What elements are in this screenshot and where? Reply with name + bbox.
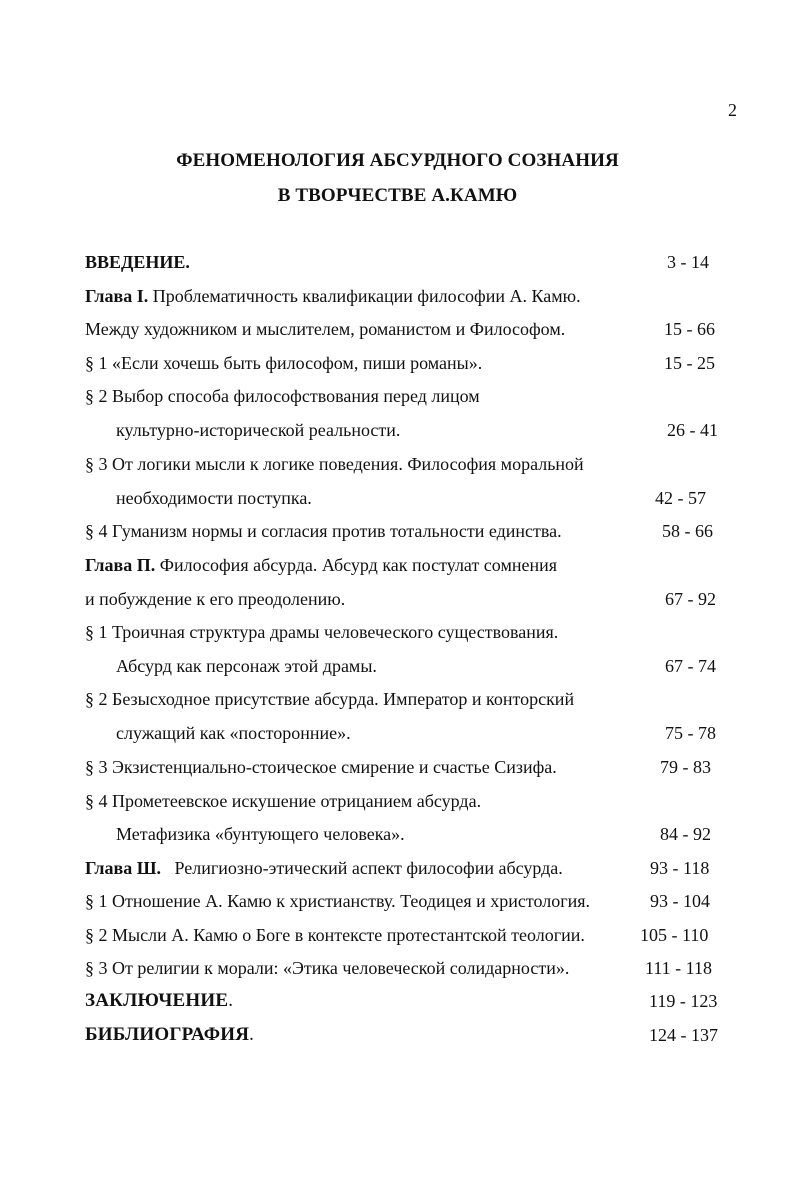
toc-ch2-section-1-pages: 67 - 74 (665, 656, 716, 676)
toc-chapter-1-prefix: Глава I. (85, 286, 149, 306)
toc-ch1-section-2: § 2 Выбор способа философствования перед лицом (85, 386, 480, 406)
toc-bibliography-label: БИБЛИОГРАФИЯ (85, 1024, 250, 1045)
toc-ch1-section-4-pages: 58 - 66 (662, 521, 713, 541)
document-title-line-1: ФЕНОМЕНОЛОГИЯ АБСУРДНОГО СОЗНАНИЯ (176, 150, 619, 171)
toc-ch2-section-1-line-2: Абсурд как персонаж этой драмы. (116, 656, 377, 676)
toc-ch2-section-4-pages: 84 - 92 (660, 824, 711, 844)
toc-ch2-section-4: § 4 Прометеевское искушение отрицанием абсурда. (85, 791, 482, 811)
toc-chapter-2-title: Философия абсурда. Абсурд как постулат сомнения (159, 555, 558, 575)
toc-chapter-2 (85, 555, 557, 576)
toc-ch2-section-3-pages: 79 - 83 (660, 757, 711, 777)
toc-ch2-section-2: § 2 Безысходное присутствие абсурда. Император и конторский (85, 689, 575, 709)
toc-ch3-section-3: § 3 От религии к морали: «Этика человеческой солидарности». (85, 958, 570, 978)
toc-ch1-section-1-pages: 15 - 25 (664, 353, 715, 373)
toc-chapter-2-line-2: и побуждение к его преодолению. (85, 589, 346, 609)
toc-chapter-1 (85, 286, 581, 307)
toc-bibliography (85, 1024, 254, 1046)
toc-chapter-1-line-2: Между художником и мыслителем, романистом и Философом. (85, 319, 566, 339)
toc-ch1-section-3: § 3 От логики мысли к логике поведения. Философия моральной (85, 454, 584, 474)
toc-ch3-section-1-pages: 93 - 104 (650, 891, 710, 911)
toc-ch2-section-2-pages: 75 - 78 (665, 723, 716, 743)
page-number: 2 (728, 100, 737, 120)
toc-ch2-section-2-line-2: служащий как «посторонние». (116, 723, 351, 743)
toc-ch3-section-3-pages: 111 - 118 (645, 958, 712, 978)
toc-conclusion (85, 990, 233, 1012)
toc-intro-label: ВВЕДЕНИЕ. (85, 252, 190, 272)
toc-ch2-section-3: § 3 Экзистенциально-стоическое смирение и счастье Сизифа. (85, 757, 557, 777)
toc-conclusion-pages: 119 - 123 (649, 991, 718, 1011)
toc-ch1-section-3-line-2: необходимости поступка. (116, 488, 312, 508)
toc-chapter-1-pages: 15 - 66 (664, 319, 715, 339)
toc-ch1-section-1: § 1 «Если хочешь быть философом, пиши романы». (85, 353, 483, 373)
toc-bibliography-pages: 124 - 137 (649, 1025, 718, 1045)
toc-chapter-3-prefix: Глава Ш. (85, 858, 162, 878)
toc-chapter-3-pages: 93 - 118 (650, 858, 710, 878)
toc-chapter-3 (85, 858, 563, 879)
toc-ch3-section-1: § 1 Отношение А. Камю к христианству. Теодицея и христология. (85, 891, 591, 911)
toc-conclusion-label: ЗАКЛЮЧЕНИЕ (85, 990, 229, 1011)
toc-ch2-section-4-line-2: Метафизика «бунтующего человека». (116, 824, 405, 844)
toc-ch1-section-2-line-2: культурно-исторической реальности. (116, 420, 401, 440)
toc-bibliography-dot: . (249, 1024, 255, 1045)
toc-conclusion-dot: . (228, 990, 234, 1011)
document-title-line-2: В ТВОРЧЕСТВЕ А.КАМЮ (277, 185, 518, 206)
toc-chapter-3-title: Религиозно-этический аспект философии абсурда. (174, 858, 563, 878)
toc-intro (85, 252, 190, 273)
toc-ch1-section-3-pages: 42 - 57 (655, 488, 706, 508)
toc-ch1-section-2-pages: 26 - 41 (667, 420, 718, 440)
toc-intro-pages: 3 - 14 (667, 252, 709, 272)
toc-ch2-section-1: § 1 Троичная структура драмы человеческого существования. (85, 622, 559, 642)
toc-ch3-section-2-pages: 105 - 110 (640, 925, 709, 945)
toc-ch1-section-4: § 4 Гуманизм нормы и согласия против тотальности единства. (85, 521, 562, 541)
toc-chapter-2-prefix: Глава П. (85, 555, 156, 575)
toc-chapter-2-pages: 67 - 92 (665, 589, 716, 609)
toc-chapter-1-title: Проблематичность квалификации философии А. Камю. (152, 286, 581, 306)
toc-ch3-section-2: § 2 Мысли А. Камю о Боге в контексте протестантской теологии. (85, 925, 585, 945)
